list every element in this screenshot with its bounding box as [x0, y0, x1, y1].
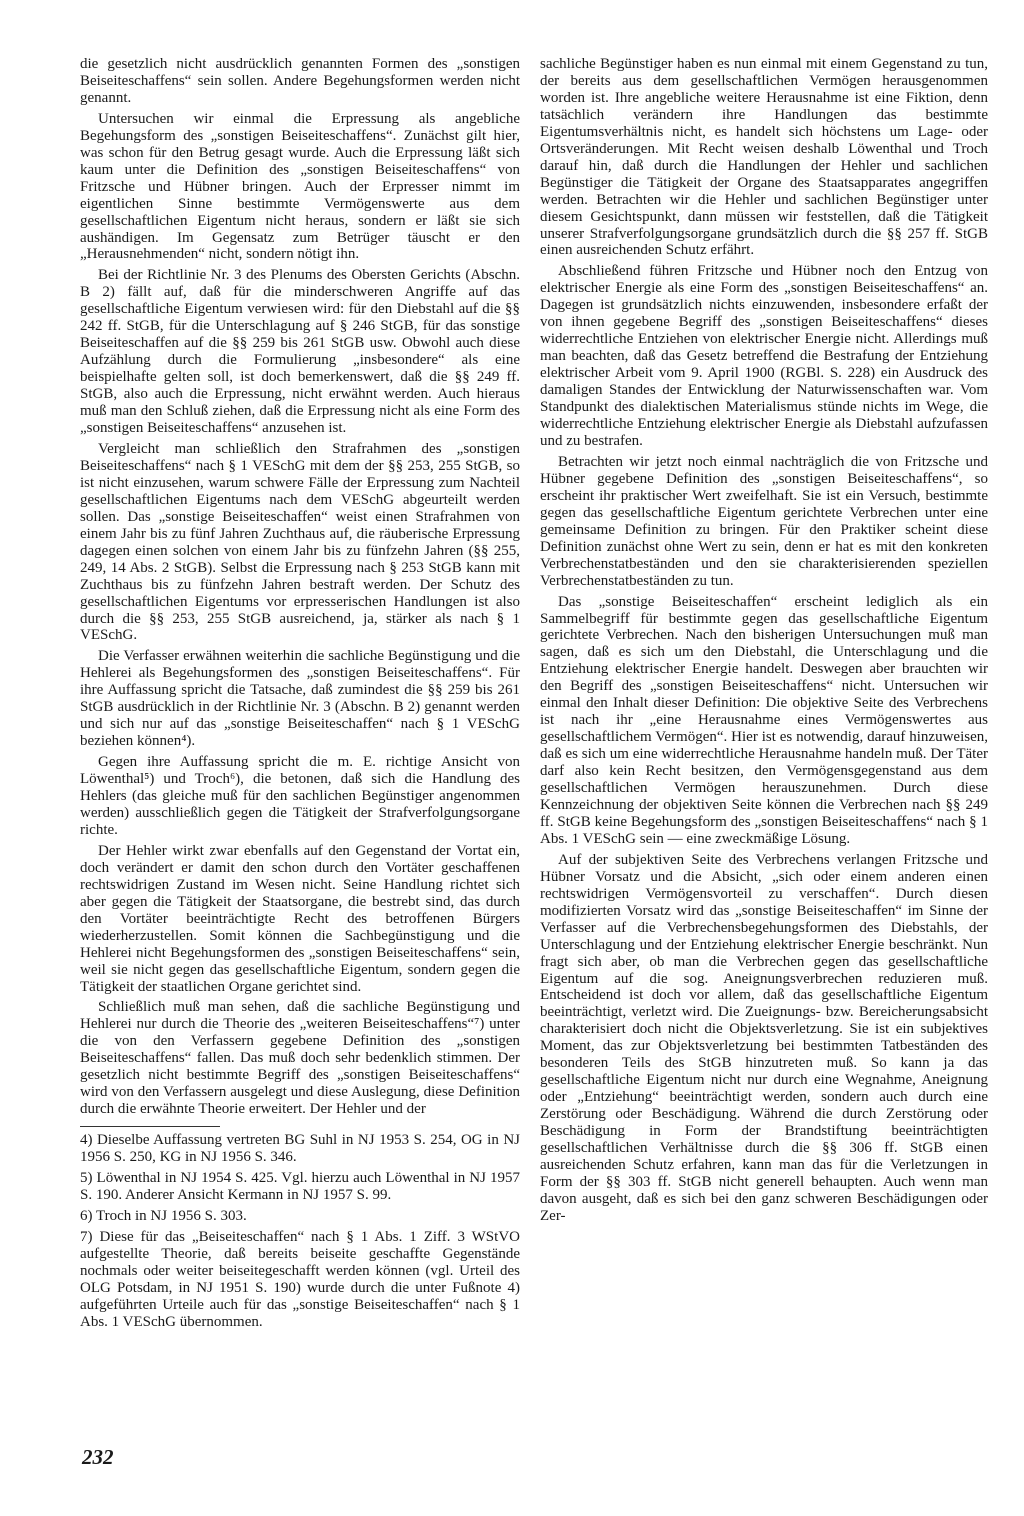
footnote: 5) Löwenthal in NJ 1954 S. 425. Vgl. hierzu auch Löwenthal in NJ 1957 S. 190. Anderer Ansicht Kermann in NJ 1957 S. 99. [80, 1170, 520, 1203]
footnote-divider [80, 1126, 220, 1127]
paragraph: Schließlich muß man sehen, daß die sachliche Begünstigung und Hehlerei nur durch die Theorie des „weiteren Beiseiteschaffens“⁷) unter die von den Verfassern gegebene Definition des „sonstigen Beiseiteschaffens“ fallen. Das muß doch sehr bedenklich stimmen. Der gesetzlich nicht bestimmte Begriff des „sonstigen Beiseiteschaffens“ wird von den Verfassern ausgelegt und diese Auslegung, diese Definition durch die erwähnte Theorie erweitert. Der Hehler und der [80, 999, 520, 1118]
paragraph: Das „sonstige Beiseiteschaffen“ erscheint lediglich als ein Sammelbegriff für bestimmte gegen das gesellschaftliche Eigentum gerichtete Verbrechen. Nach den bisherigen Untersuchungen muß man sagen, daß es sich um den Diebstahl, die Unterschlagung und die Entziehung elektrischer Energie handelt. Deswegen aber brauchten wir den Begriff des „sonstigen Beiseiteschaffens“ nicht. Untersuchen wir einmal den Inhalt dieser Definition: Die objektive Seite des Verbrechens ist nach ihr „eine Herausnahme eines Vermögenswertes aus gesellschaftlichem Vermögen“. Hier ist es notwendig, darauf hinzuweisen, daß es sich um eine widerrechtliche Herausnahme handeln muß. Der Täter darf also kein Recht besitzen, den Vermögensgegenstand aus dem gesellschaftlichen Vermögen herauszunehmen. Durch diese Kennzeichnung der objektiven Seite können die Verbrechen nach §§ 249 ff. StGB keine Begehungsform des „sonstigen Beiseiteschaffens“ nach § 1 Abs. 1 VESchG sein — eine zweckmäßige Lösung. [540, 593, 988, 847]
paragraph: Bei der Richtlinie Nr. 3 des Plenums des Obersten Gerichts (Abschn. B 2) fällt auf, daß für die minderschweren Angriffe auf das gesellschaftliche Eigentum verwiesen wird: für den Diebstahl auf die §§ 242 ff. StGB, für die Unterschlagung auf § 246 StGB, für das sonstige Beiseiteschaffen auf die §§ 259 bis 261 StGB usw. Obwohl auch diese Aufzählung durch die Formulierung „insbesondere“ als eine beispielhafte gelten soll, ist doch bemerkenswert, daß die §§ 249 ff. StGB, also auch die Erpressung, nicht erwähnt werden. Auch hieraus muß man den Schluß ziehen, daß die Erpressung nicht als eine Form des „sonstigen Beiseiteschaffens“ anzusehen ist. [80, 267, 520, 437]
paragraph: Vergleicht man schließlich den Strafrahmen des „sonstigen Beiseiteschaffens“ nach § 1 VESchG mit dem der §§ 253, 255 StGB, so ist nicht einzusehen, warum schwere Fälle der Erpressung zum Nachteil gesellschaftlichen Eigentums nach dem VESchG abgeurteilt werden sollen. Das „sonstige Beiseiteschaffen“ weist einen Strafrahmen von einem Jahr bis zu fünf Jahren Zuchthaus auf, die räuberische Erpressung dagegen einen solchen von einem Jahr bis zu fünfzehn Jahren (§§ 255, 249, 14 Abs. 2 StGB). Selbst die Erpressung nach § 253 StGB kann mit Zuchthaus bis zu fünfzehn Jahren bestraft werden. Der Schutz des gesellschaftlichen Eigentums vor erpresserischen Handlungen ist also durch die §§ 253, 255 StGB ausreichend, ja, stärker als nach § 1 VESchG. [80, 440, 520, 644]
footnote: 6) Troch in NJ 1956 S. 303. [80, 1207, 247, 1224]
paragraph: Abschließend führen Fritzsche und Hübner noch den Entzug von elektrischer Energie als eine Form des „sonstigen Beiseiteschaffens“ an. Dagegen ist grundsätzlich nichts einzuwenden, insbesondere erfaßt der von ihnen gegebene Begriff des „sonstigen Beiseiteschaffens“ dieses widerrechtliche Entziehen von elektrischer Energie nicht. Allerdings muß man beachten, daß das Gesetz betreffend die Bestrafung der Entziehung elektrischer Arbeit vom 9. April 1900 (RGBl. S. 228) ein Ausdruck des damaligen Standes der Entwicklung der Naturwissenschaften war. Vom Standpunkt des dialektischen Materialismus stünde nichts im Wege, die widerrechtliche Entziehung elektrischer Energie als Diebstahl aufzufassen und zu bestrafen. [540, 263, 988, 449]
paragraph: Die Verfasser erwähnen weiterhin die sachliche Begünstigung und die Hehlerei als Begehungsformen des „sonstigen Beiseiteschaffens“. Für ihre Auffassung spricht die Tatsache, daß zumindest die §§ 259 bis 261 StGB ausdrücklich in der Richtlinie Nr. 3 (Abschn. B 2) genannt werden und sich nur auf das „sonstige Beiseiteschaffen“ nach § 1 VESchG beziehen können⁴). [80, 648, 520, 750]
paragraph: Gegen ihre Auffassung spricht die m. E. richtige Ansicht von Löwenthal⁵) und Troch⁶), die betonen, daß sich die Handlung des Hehlers (das gleiche muß für den sachlichen Begünstiger angenommen werden) ausschließlich gegen die Tätigkeit der Strafverfolgungsorgane richte. [80, 754, 520, 838]
footnote: 7) Diese für das „Beiseiteschaffen“ nach § 1 Abs. 1 Ziff. 3 WStVO aufgestellte Theorie, daß bereits beiseite geschaffte Gegenstände nochmals oder weiter beiseitegeschafft werden können (vgl. Urteil des OLG Potsdam, in NJ 1951 S. 190) wurde durch die unter Fußnote 4) aufgeführten Urteile auch für das „sonstige Beiseiteschaffen“ nach § 1 Abs. 1 VESchG übernommen. [80, 1228, 520, 1330]
right-column [540, 56, 988, 1229]
paragraph: Auf der subjektiven Seite des Verbrechens verlangen Fritzsche und Hübner Vorsatz und die Absicht, „sich oder einem anderen einen rechtswidrigen Vermögensvorteil zu verschaffen“. Durch diesen modifizierten Vorsatz wird das „sonstige Beiseiteschaffen“ im Sinne der Verfasser auf die Verbrechensbegehungsformen des Diebstahls, der Unterschlagung und der Entziehung elektrischer Energie beschränkt. Nun fragt sich aber, ob man die Verbrechen gegen das gesellschaftliche Eigentum auf die sog. Aneignungsverbrechen reduzieren muß. Entscheidend ist doch vor allem, daß das gesellschaftliche Eigentum beeinträchtigt, verletzt wird. Die Zueignungs- bzw. Bereicherungsabsicht charakterisiert doch nicht die Objektsverletzung. Sie ist ein subjektives Moment, das zur Objektsverletzung bei bestimmten Tatbeständen des besonderen Teils des StGB hinzutreten muß. So kann ja das gesellschaftliche Eigentum nicht nur durch eine Wegnahme, Aneignung oder „Entziehung“ beeinträchtigt werden, sondern auch durch eine Zerstörung oder Beschädigung. Während die durch Zerstörung oder Beschädigung in Form der Brandstiftung beeinträchtigten gesellschaftlichen Verhältnisse durch die §§ 306 ff. StGB einen ausreichenden Schutz erfahren, kann man das für die Verletzungen in Form der §§ 303 ff. StGB nicht generell behaupten. Auch wenn man davon ausgeht, daß es sich bei den ganz schweren Beschädigungen oder Zer- [540, 851, 988, 1224]
paragraph: Betrachten wir jetzt noch einmal nachträglich die von Fritzsche und Hübner gegebene Definition des „sonstigen Beiseiteschaffens“, so erscheint ihr praktischer Wert zweifelhaft. Sie ist ein Versuch, bestimmte gegen das gesellschaftliche Eigentum gerichtete Verbrechen unter eine gemeinsame Definition zu bringen. Für den Praktiker scheint diese Definition zunächst ohne Wert zu sein, denn er hat es mit den konkreten Verbrechenstatbeständen und den sie charakterisierenden speziellen Verbrechenstatbeständen zu tun. [540, 453, 988, 589]
paragraph: Der Hehler wirkt zwar ebenfalls auf den Gegenstand der Vortat ein, doch verändert er damit den schon durch den Vortäter geschaffenen rechtswidrigen Zustand im Wesen nicht. Seine Handlung richtet sich aber gegen die Tätigkeit der Staatsorgane, die bestrebt sind, das durch den Vortäter beeinträchtigte Recht des betroffenen Bürgers wiederherzustellen. Somit können die Sachbegünstigung und die Hehlerei nicht Begehungsformen des „sonstigen Beiseiteschaffens“ sein, weil sie nicht gegen das gesellschaftliche Eigentum, sondern gegen die Tätigkeit der staatlichen Organe gerichtet sind. [80, 842, 520, 995]
page-number: 232 [82, 1445, 114, 1469]
footnote: 4) Dieselbe Auffassung vertreten BG Suhl in NJ 1953 S. 254, OG in NJ 1956 S. 250, KG in NJ 1956 S. 346. [80, 1132, 520, 1166]
paragraph: die gesetzlich nicht ausdrücklich genannten Formen des „sonstigen Beiseiteschaffens“ sein sollen. Andere Begehungsformen werden nicht genannt. [80, 56, 520, 106]
paragraph: sachliche Begünstiger haben es nun einmal mit einem Gegenstand zu tun, der bereits aus dem gesellschaftlichen Vermögen herausgenommen worden ist. Ihre angebliche weitere Herausnahme ist eine Fiktion, denn tatsächlich verändern ihre Handlungen das bestimmte Eigentumsverhältnis nicht, es handelt sich höchstens um Lage- oder Ortsveränderungen. Mit Recht weisen deshalb Löwenthal und Troch darauf hin, daß durch die Handlungen der Hehler und sachlichen Begünstiger die Tätigkeit der Organe des Staatsapparates angegriffen werden. Betrachten wir die Hehler und sachlichen Begünstiger unter diesem Gesichtspunkt, dann müssen wir feststellen, daß die Tätigkeit unserer Strafverfolgungsorgane grundsätzlich durch die §§ 257 ff. StGB einen ausreichenden Schutz erfährt. [540, 56, 988, 259]
left-column [80, 56, 520, 1335]
paragraph: Untersuchen wir einmal die Erpressung als angebliche Begehungsform des „sonstigen Beiseiteschaffens“. Zunächst gilt hier, was schon für den Betrug gesagt wurde. Auch die Erpressung läßt sich kaum unter die Definition des „sonstigen Beiseiteschaffens“ von Fritzsche und Hübner bringen. Auch der Erpresser nimmt im eigentlichen Sinne bestimmte Vermögenswerte aus dem gesellschaftlichen Eigentum nicht heraus, sondern er läßt sie sich aushändigen. Im Gegensatz zum Betrüger täuscht er den „Herausnehmenden“ nicht, sondern nötigt ihn. [80, 110, 520, 263]
